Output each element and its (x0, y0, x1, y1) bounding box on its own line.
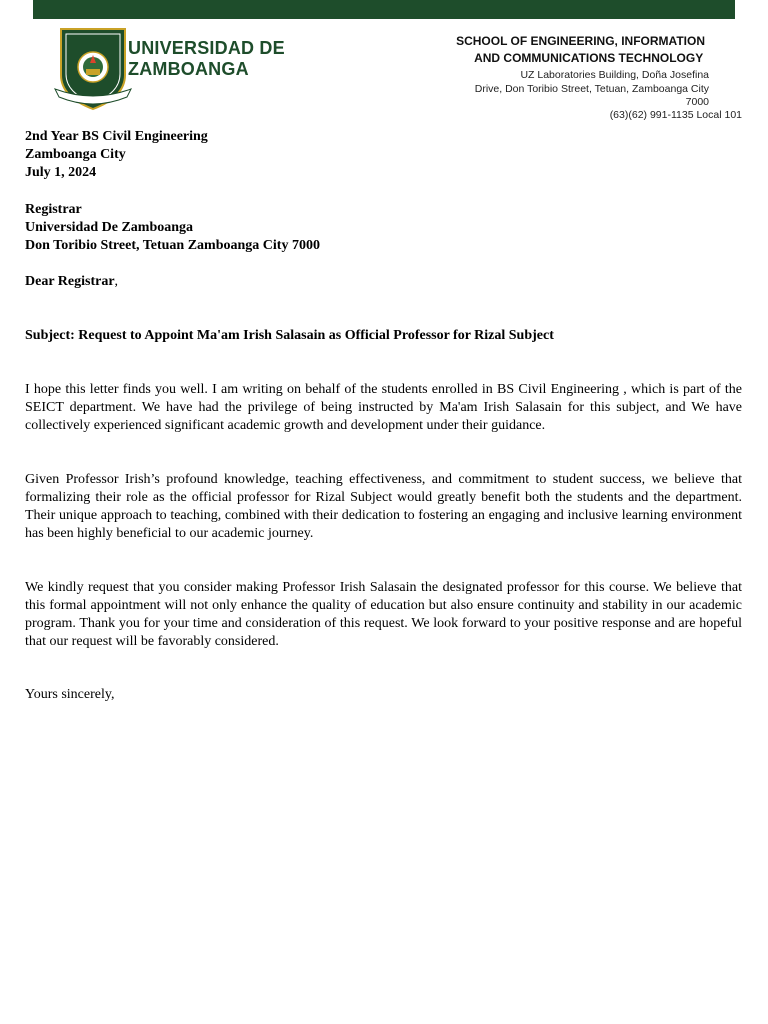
sender-line1: 2nd Year BS Civil Engineering (25, 129, 208, 144)
school-address-line1: UZ Laboratories Building, Doña Josefina (520, 69, 709, 81)
university-seal-logo (53, 25, 133, 111)
school-name-line2: AND COMMUNICATIONS TECHNOLOGY (474, 51, 704, 65)
school-phone: (63)(62) 991-1135 Local 101 (609, 109, 742, 121)
school-name (456, 33, 705, 67)
subject-line: Subject: Request to Appoint Ma'am Irish Salasain as Official Professor for Rizal Subject (25, 328, 554, 343)
sender-block (25, 128, 208, 182)
salutation (25, 273, 118, 291)
recipient-block (25, 201, 320, 255)
body-paragraph-2: Given Professor Irish’s profound knowledge, teaching effectiveness, and commitment to student success, we believe that formalizing their role as the official professor for Rizal Subject would greatly benefit both the students and the department. Their unique approach to teaching, combined with their dedication to fostering an engaging and inclusive learning environment has been highly beneficial to our academic journey. (25, 472, 742, 541)
salutation-text: Dear Registrar (25, 274, 115, 289)
sender-line2: Zamboanga City (25, 147, 126, 162)
salutation-punct: , (114, 274, 119, 289)
closing: Yours sincerely, (25, 687, 115, 702)
recipient-line2: Universidad De Zamboanga (25, 220, 194, 235)
school-address-line2: Drive, Don Toribio Street, Tetuan, Zamboanga City (474, 82, 709, 95)
recipient-line1: Registrar (25, 202, 82, 217)
school-address (409, 69, 709, 110)
university-name (128, 38, 285, 80)
school-address-line3: 7000 (685, 96, 709, 108)
school-name-line1: SCHOOL OF ENGINEERING, INFORMATION (456, 34, 705, 48)
body-paragraph-3: We kindly request that you consider making Professor Irish Salasain the designated professor for this course. We believe that this formal appointment will not only enhance the quality of education but also ensure continuity and stability in our academic program. Thank you for your time and consideration of this request. We look forward to your positive response and are hopeful that our request will be favorably considered. (25, 580, 742, 649)
letterhead (33, 19, 735, 111)
body-paragraph-1: I hope this letter finds you well. I am writing on behalf of the students enrolled in BS Civil Engineering , which is part of the SEICT department. We have had the privilege of being instructed by Ma'am Irish Salasain for this subject, and We have collectively experienced significant academic growth and development under their guidance. (25, 382, 742, 433)
letter-date: July 1, 2024 (25, 165, 97, 180)
university-name-line2: ZAMBOANGA (128, 59, 249, 79)
recipient-line3: Don Toribio Street, Tetuan Zamboanga City 7000 (25, 238, 320, 253)
letterhead-top-bar (33, 0, 735, 19)
university-name-line1: UNIVERSIDAD DE (128, 38, 285, 58)
